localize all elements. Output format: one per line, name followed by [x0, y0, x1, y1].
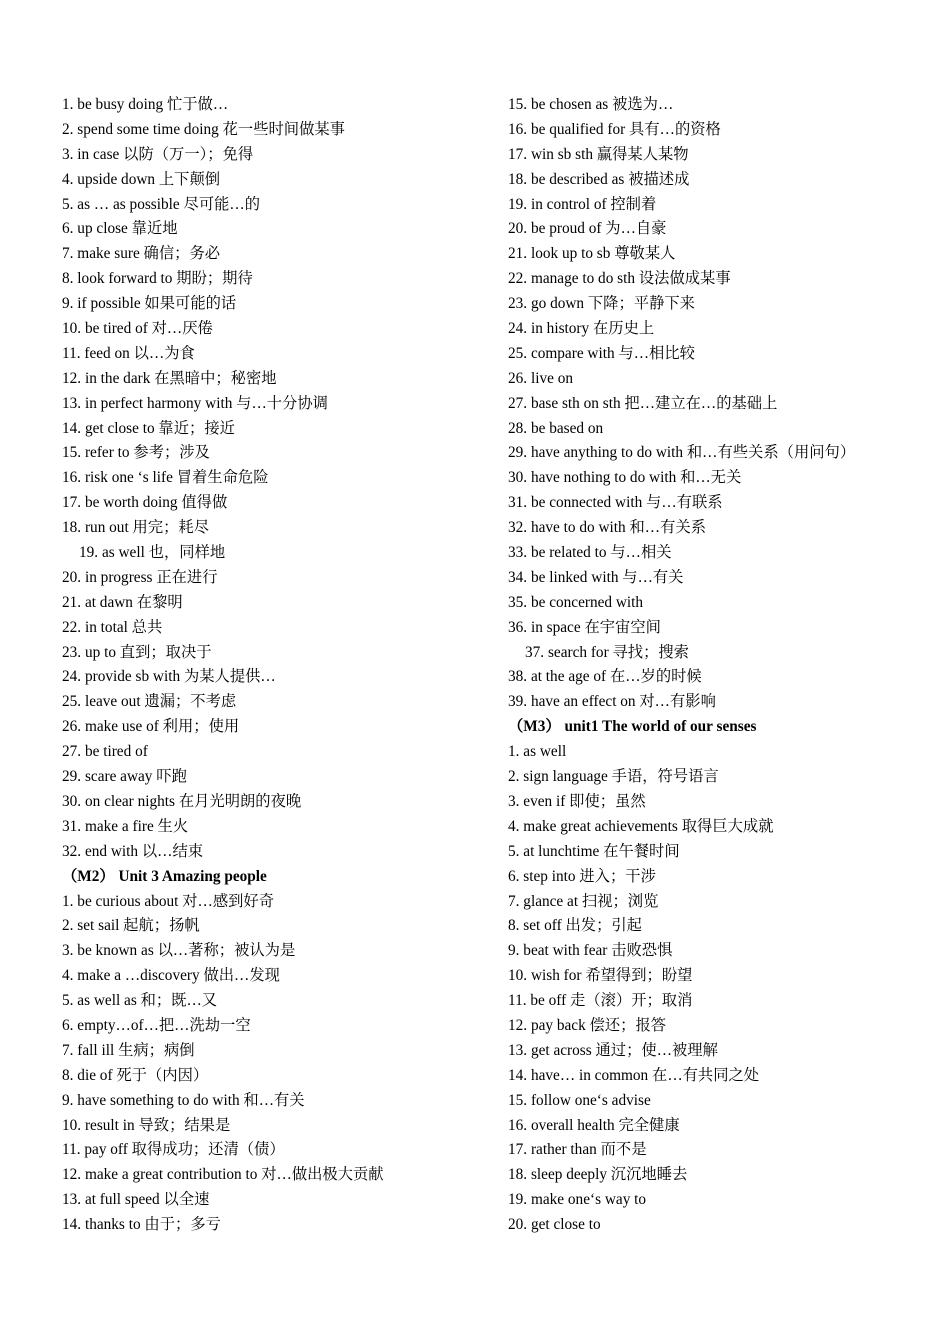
phrase-line: 9. if possible 如果可能的话 — [62, 295, 237, 313]
phrase-line: 22. in total 总共 — [62, 618, 163, 636]
phrase-line: 17. rather than 而不是 — [508, 1141, 647, 1159]
phrase-line: 24. in history 在历史上 — [508, 320, 655, 338]
phrase-line: 3. be known as 以…著称；被认为是 — [62, 942, 296, 960]
phrase-line: 2. set sail 起航；扬帆 — [62, 917, 200, 935]
phrase-line: 20. be proud of 为…自豪 — [508, 220, 667, 238]
phrase-line: 6. step into 进入；干涉 — [508, 867, 656, 885]
phrase-line: 12. pay back 偿还；报答 — [508, 1016, 667, 1034]
phrase-line: 11. feed on 以…为食 — [62, 344, 195, 362]
phrase-line: 31. be connected with 与…有联系 — [508, 494, 723, 512]
phrase-line: 10. wish for 希望得到；盼望 — [508, 967, 693, 985]
phrase-line: 3. in case 以防（万一）；免得 — [62, 145, 254, 163]
phrase-line: 33. be related to 与…相关 — [508, 544, 672, 562]
phrase-line: 17. win sb sth 赢得某人某物 — [508, 145, 689, 163]
phrase-line: 8. set off 出发；引起 — [508, 917, 642, 935]
phrase-line: 4. make a …discovery 做出…发现 — [62, 967, 280, 985]
phrase-line: 9. beat with fear 击败恐惧 — [508, 942, 673, 960]
phrase-line: 30. have nothing to do with 和…无关 — [508, 469, 742, 487]
section-heading: （M2） Unit 3 Amazing people — [62, 867, 267, 885]
phrase-line: 4. make great achievements 取得巨大成就 — [508, 817, 774, 835]
phrase-line: 14. get close to 靠近；接近 — [62, 419, 235, 437]
phrase-line: 10. result in 导致；结果是 — [62, 1116, 231, 1134]
phrase-line: 26. live on — [508, 369, 574, 387]
phrase-line: 18. be described as 被描述成 — [508, 170, 690, 188]
section-heading: （M3） unit1 The world of our senses — [508, 718, 757, 736]
phrase-line: 5. at lunchtime 在午餐时间 — [508, 842, 680, 860]
phrase-line: 27. base sth on sth 把…建立在…的基础上 — [508, 394, 778, 412]
phrase-line: 18. sleep deeply 沉沉地睡去 — [508, 1166, 688, 1184]
phrase-line: 35. be concerned with — [508, 593, 644, 611]
phrase-line: 29. scare away 吓跑 — [62, 768, 187, 786]
phrase-line: 26. make use of 利用；使用 — [62, 718, 240, 736]
phrase-line: 7. make sure 确信；务必 — [62, 245, 221, 263]
phrase-line: 13. in perfect harmony with 与…十分协调 — [62, 394, 328, 412]
phrase-line: 19. make one‘s way to — [508, 1191, 647, 1209]
phrase-line: 2. sign language 手语，符号语言 — [508, 768, 719, 786]
phrase-line: 19. in control of 控制着 — [508, 195, 657, 213]
phrase-line: 21. at dawn 在黎明 — [62, 593, 183, 611]
phrase-line: 7. fall ill 生病；病倒 — [62, 1041, 195, 1059]
phrase-line: 20. get close to — [508, 1216, 601, 1234]
phrase-line: 1. be busy doing 忙于做… — [62, 96, 229, 113]
phrase-line: 22. manage to do sth 设法做成某事 — [508, 270, 731, 288]
phrase-line: 12. in the dark 在黑暗中；秘密地 — [62, 369, 277, 387]
phrase-line: 23. go down 下降；平静下来 — [508, 295, 695, 313]
phrase-line: 29. have anything to do with 和…有些关系（用问句） — [508, 444, 856, 462]
phrase-line: 11. pay off 取得成功；还清（债） — [62, 1141, 285, 1159]
phrase-line: 18. run out 用完；耗尽 — [62, 519, 210, 537]
phrase-line: 1. as well — [508, 743, 567, 761]
phrase-line: 15. be chosen as 被选为… — [508, 96, 674, 113]
phrase-line: 6. up close 靠近地 — [62, 220, 178, 238]
phrase-line: 21. look up to sb 尊敬某人 — [508, 245, 676, 263]
phrase-line: 11. be off 走（滚）开；取消 — [508, 992, 693, 1010]
phrase-line: 16. be qualified for 具有…的资格 — [508, 120, 721, 138]
phrase-line: 17. be worth doing 值得做 — [62, 494, 228, 512]
phrase-line: 25. leave out 遗漏；不考虑 — [62, 693, 237, 711]
phrase-line: 14. thanks to 由于；多亏 — [62, 1216, 221, 1234]
phrase-line: 14. have… in common 在…有共同之处 — [508, 1066, 760, 1084]
phrase-line: 2. spend some time doing 花一些时间做某事 — [62, 120, 345, 138]
phrase-line: 12. make a great contribution to 对…做出极大贡献 — [62, 1166, 384, 1184]
phrase-line: 32. have to do with 和…有关系 — [508, 519, 706, 537]
phrase-line: 16. risk one ‘s life 冒着生命危险 — [62, 469, 269, 487]
phrase-line: 15. refer to 参考；涉及 — [62, 444, 210, 462]
phrase-line: 19. as well 也，同样地 — [79, 544, 226, 562]
phrase-line: 5. as … as possible 尽可能…的 — [62, 195, 261, 213]
phrase-line: 9. have something to do with 和…有关 — [62, 1091, 305, 1109]
phrase-line: 8. die of 死于（内因） — [62, 1066, 209, 1084]
phrase-line: 27. be tired of — [62, 743, 148, 761]
phrase-line: 31. make a fire 生火 — [62, 817, 189, 835]
phrase-line: 34. be linked with 与…有关 — [508, 568, 684, 586]
phrase-line: 38. at the age of 在…岁的时候 — [508, 668, 702, 686]
phrase-line: 10. be tired of 对…厌倦 — [62, 320, 213, 338]
phrase-line: 5. as well as 和；既…又 — [62, 992, 218, 1010]
left-column — [62, 93, 482, 1238]
phrase-line: 13. get across 通过；使…被理解 — [508, 1041, 718, 1059]
phrase-line: 24. provide sb with 为某人提供… — [62, 668, 276, 686]
phrase-line: 13. at full speed 以全速 — [62, 1191, 210, 1209]
phrase-line: 7. glance at 扫视；浏览 — [508, 892, 659, 910]
phrase-line: 1. be curious about 对…感到好奇 — [62, 892, 275, 910]
phrase-line: 16. overall health 完全健康 — [508, 1116, 680, 1134]
phrase-line: 20. in progress 正在进行 — [62, 568, 218, 586]
right-column — [508, 93, 928, 1238]
phrase-line: 8. look forward to 期盼；期待 — [62, 270, 253, 288]
phrase-line: 6. empty…of…把…洗劫一空 — [62, 1016, 251, 1034]
phrase-line: 28. be based on — [508, 419, 604, 437]
phrase-line: 37. search for 寻找；搜索 — [525, 643, 689, 661]
phrase-line: 32. end with 以…结束 — [62, 842, 204, 860]
phrase-line: 30. on clear nights 在月光明朗的夜晚 — [62, 792, 302, 810]
phrase-line: 4. upside down 上下颠倒 — [62, 170, 221, 188]
phrase-line: 25. compare with 与…相比较 — [508, 344, 695, 362]
phrase-line: 15. follow one‘s advise — [508, 1091, 651, 1109]
phrase-line: 39. have an effect on 对…有影响 — [508, 693, 716, 711]
phrase-line: 36. in space 在宇宙空间 — [508, 618, 661, 636]
phrase-line: 23. up to 直到；取决于 — [62, 643, 212, 661]
phrase-line: 3. even if 即使；虽然 — [508, 792, 646, 810]
